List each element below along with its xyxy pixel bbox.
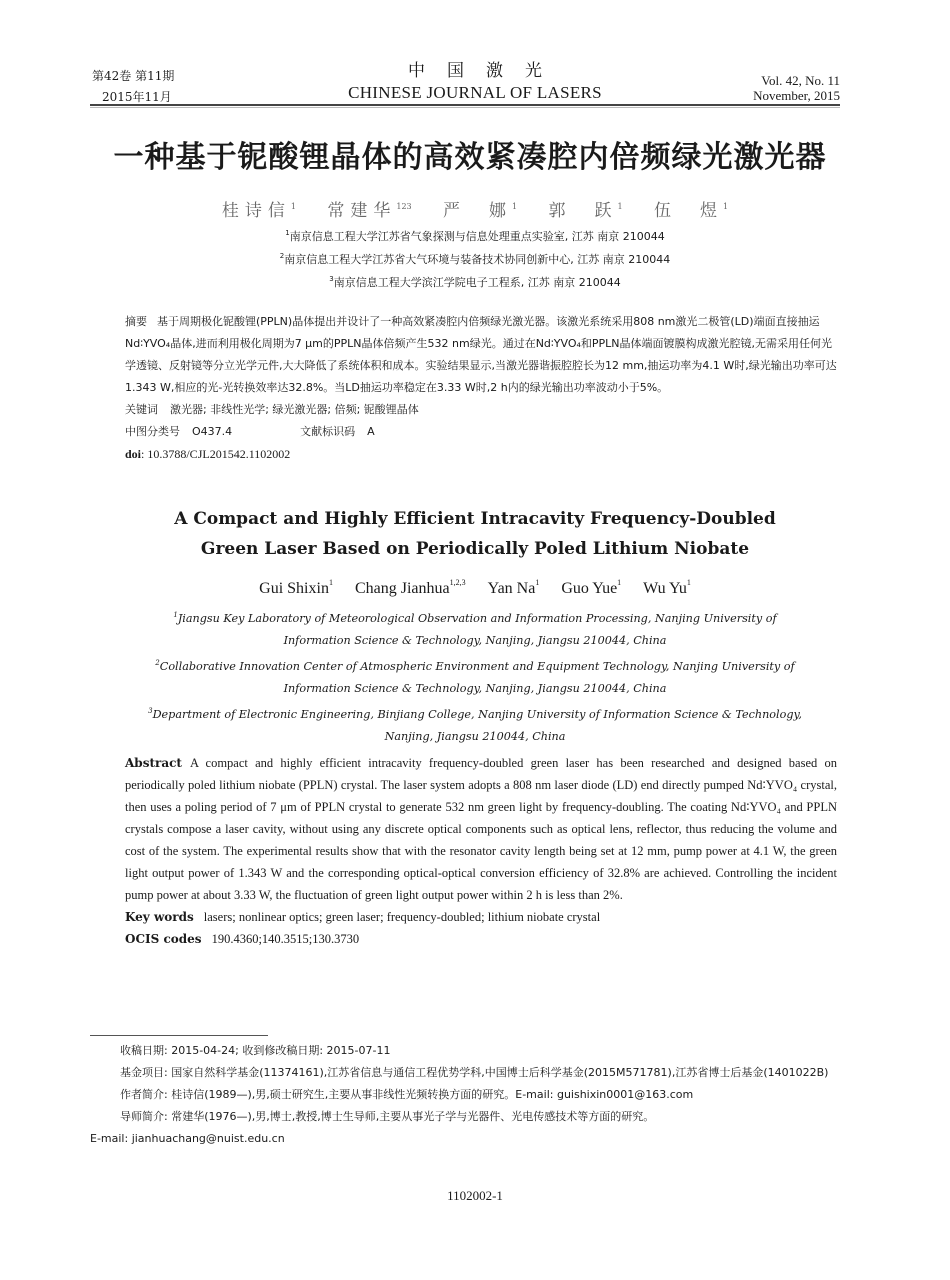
- affiliation-en: $^2$Collaborative Innovation Center of Atmospheric Environment and Equipment Technology, Nanjing University of: [155, 659, 795, 673]
- authors-cn: [0, 196, 950, 221]
- author-en: Chang Jianhua$^{1,2,3}$: [354, 578, 466, 597]
- received-date: 收稿日期: 2015-04-24; 收到修改稿日期: 2015-07-11: [120, 1044, 391, 1057]
- paper-title-en: A Compact and Highly Efficient Intracavity Frequency-Doubled Green Laser Based on Periodically Poled Lithium Niobate: [174, 509, 776, 559]
- author-en: Guo Yue$^1$: [561, 578, 622, 597]
- doc-code-label: 文献标识码: [300, 425, 356, 438]
- fund-info: 基金项目: 国家自然科学基金(11374161),江苏省信息与通信工程优势学科,中国博士后科学基金(2015M571781),江苏省博士后基金(1401022B): [120, 1066, 829, 1079]
- doc-code-value: A: [367, 425, 375, 438]
- affiliation-cn: $^3$南京信息工程大学滨江学院电子工程系, 江苏 南京 210044: [329, 275, 621, 289]
- author-en: Gui Shixin$^1$: [259, 578, 333, 597]
- doi-value[interactable]: : 10.3788/CJL201542.1102002: [141, 447, 291, 461]
- footnote-rule: [90, 1035, 268, 1036]
- author-cn: 常建华$^{123}$: [327, 201, 412, 221]
- date-en: November, 2015: [753, 88, 840, 103]
- abstract-cn-text: 基于周期极化铌酸锂(PPLN)晶体提出并设计了一种高效紧凑腔内倍频绿光激光器。该激光系统采用808 nm激光二极管(LD)端面直接抽运Nd∶YVO₄晶体,进而利用极化周期为7 μm的PPLN晶体倍频产生532 nm绿光。通过在Nd∶YVO₄和PPLN晶体端面镀膜构成激光腔镜,无需采用任何光学透镜、反射镜等分立光学元件,大大降低了系统体积和成本。实验结果显示,当激光器谐振腔腔长为12 mm,抽运功率为4.1 W时,绿光输出功率可达1.343 W,相应的光-光转换效率达32.8%。当LD抽运功率稳定在3.33 W时,2 h内的绿光输出功率波动小于5%。: [125, 315, 837, 394]
- keywords-en: [125, 906, 837, 928]
- advisor-bio: 导师简介: 常建华(1976—),男,博士,教授,博士生导师,主要从事光子学与光器件、光电传感技术等方面的研究。: [120, 1110, 655, 1123]
- author-bio: 作者简介: 桂诗信(1989—),男,硕士研究生,主要从事非线性光频转换方面的研究。E-mail: guishixin0001@163.com: [120, 1088, 694, 1101]
- header-rule: [90, 104, 840, 106]
- abstract-cn-block: [125, 311, 837, 465]
- affiliation-cn: $^1$南京信息工程大学江苏省气象探测与信息处理重点实验室, 江苏 南京 210044: [285, 229, 665, 243]
- classification-label: 中图分类号: [125, 425, 180, 438]
- classification: [125, 421, 837, 443]
- abstract-cn-label: 摘要: [125, 315, 147, 328]
- affiliation-cn: $^2$南京信息工程大学江苏省大气环境与装备技术协同创新中心, 江苏 南京 210044: [279, 252, 671, 266]
- page-number: 1102002-1: [447, 1188, 503, 1203]
- ocis-label: OCIS codes: [125, 932, 202, 946]
- paper-title-cn: 一种基于铌酸锂晶体的高效紧凑腔内倍频绿光激光器: [113, 140, 827, 175]
- authors-en: [0, 578, 950, 598]
- keywords-cn: [125, 399, 837, 421]
- author-en: Wu Yu$^1$: [643, 578, 691, 597]
- doi-label: doi: [125, 447, 142, 461]
- affiliation-en: $^1$Jiangsu Key Laboratory of Meteorological Observation and Information Processing, Nanjing University of: [173, 611, 777, 625]
- keywords-en-label: Key words: [125, 910, 194, 924]
- keywords-cn-label: 关键词: [125, 403, 158, 416]
- journal-name-cn: 中国激光: [408, 61, 564, 81]
- header-rule-thin: [90, 107, 840, 108]
- advisor-email: E-mail: jianhuachang@nuist.edu.cn: [90, 1132, 285, 1145]
- abstract-en-label: Abstract: [125, 756, 182, 770]
- classification-value: O437.4: [192, 425, 233, 438]
- date-cn: 2015年11月: [102, 90, 172, 104]
- abstract-en-text: A compact and highly efficient intracavity frequency-doubled green laser has been researched and designed based on periodically poled lithium niobate (PPLN) crystal. The laser system adopts a 808 nm laser diode (LD) end directly pumped Nd∶YVO₄ crystal, then uses a poling period of 7 μm of PPLN crystal to generate 532 nm green light by frequency-doubling. The coating Nd∶YVO₄ and PPLN crystals compose a laser cavity, without using any discrete optical components such as optical lens, reflector, thus reducing the volume and cost of the system. The experimental results show that with the resonator cavity length being set at 12 mm, pump power at 4.1 W, the green light output power of 1.343 W and the corresponding optical-optical conversion efficiency of 32.8% are achieved. Controlling the incident pump power at about 3.33 W, the fluctuation of green light output power within 2 h is less than 2%.: [125, 756, 837, 902]
- affiliations-en: $^1$Jiangsu Key Laboratory of Meteorological Observation and Information Processing, Nanjing University of Information Science & Technology, Nanjing, Jiangsu 210044, China $^2$Collaborative Innovation Center of Atmospheric Environment and Equipment Technology, Nanjing University of Information Science & Technology, Nanjing, Jiangsu 210044, China $^3$Department of Electronic Engineering, Binjiang College, Nanjing University of Information Science & Technology, Nanjing, Jiangsu 210044, China: [80, 604, 870, 748]
- doi: [125, 443, 837, 465]
- issue-info-cn: [92, 66, 174, 108]
- footnotes: [90, 1040, 845, 1150]
- affiliation-en: $^3$Department of Electronic Engineering, Binjiang College, Nanjing University of Information Science & Technology,: [148, 707, 802, 721]
- author-cn: 郭 跃$^1$: [548, 201, 623, 221]
- abstract-cn: [125, 311, 837, 399]
- ocis-text: 190.4360;140.3515;130.3730: [211, 932, 360, 946]
- abstract-en: [125, 752, 837, 906]
- journal-name-en: CHINESE JOURNAL OF LASERS: [348, 83, 602, 102]
- author-cn: 严 娜$^1$: [443, 201, 518, 221]
- volume-cn: 第42卷 第11期: [92, 69, 175, 83]
- issue-info-en: [753, 73, 840, 103]
- keywords-cn-text: 激光器; 非线性光学; 绿光激光器; 倍频; 铌酸锂晶体: [170, 403, 419, 416]
- journal-name: [300, 60, 650, 104]
- author-en: Yan Na$^1$: [487, 578, 540, 597]
- author-cn: 伍 煜$^1$: [654, 201, 729, 221]
- author-cn: 桂诗信$^1$: [221, 201, 296, 221]
- keywords-en-text: lasers; nonlinear optics; green laser; frequency-doubled; lithium niobate crystal: [203, 910, 601, 924]
- ocis-codes: [125, 928, 837, 950]
- abstract-en-block: [125, 752, 837, 950]
- volume-en: Vol. 42, No. 11: [761, 73, 840, 88]
